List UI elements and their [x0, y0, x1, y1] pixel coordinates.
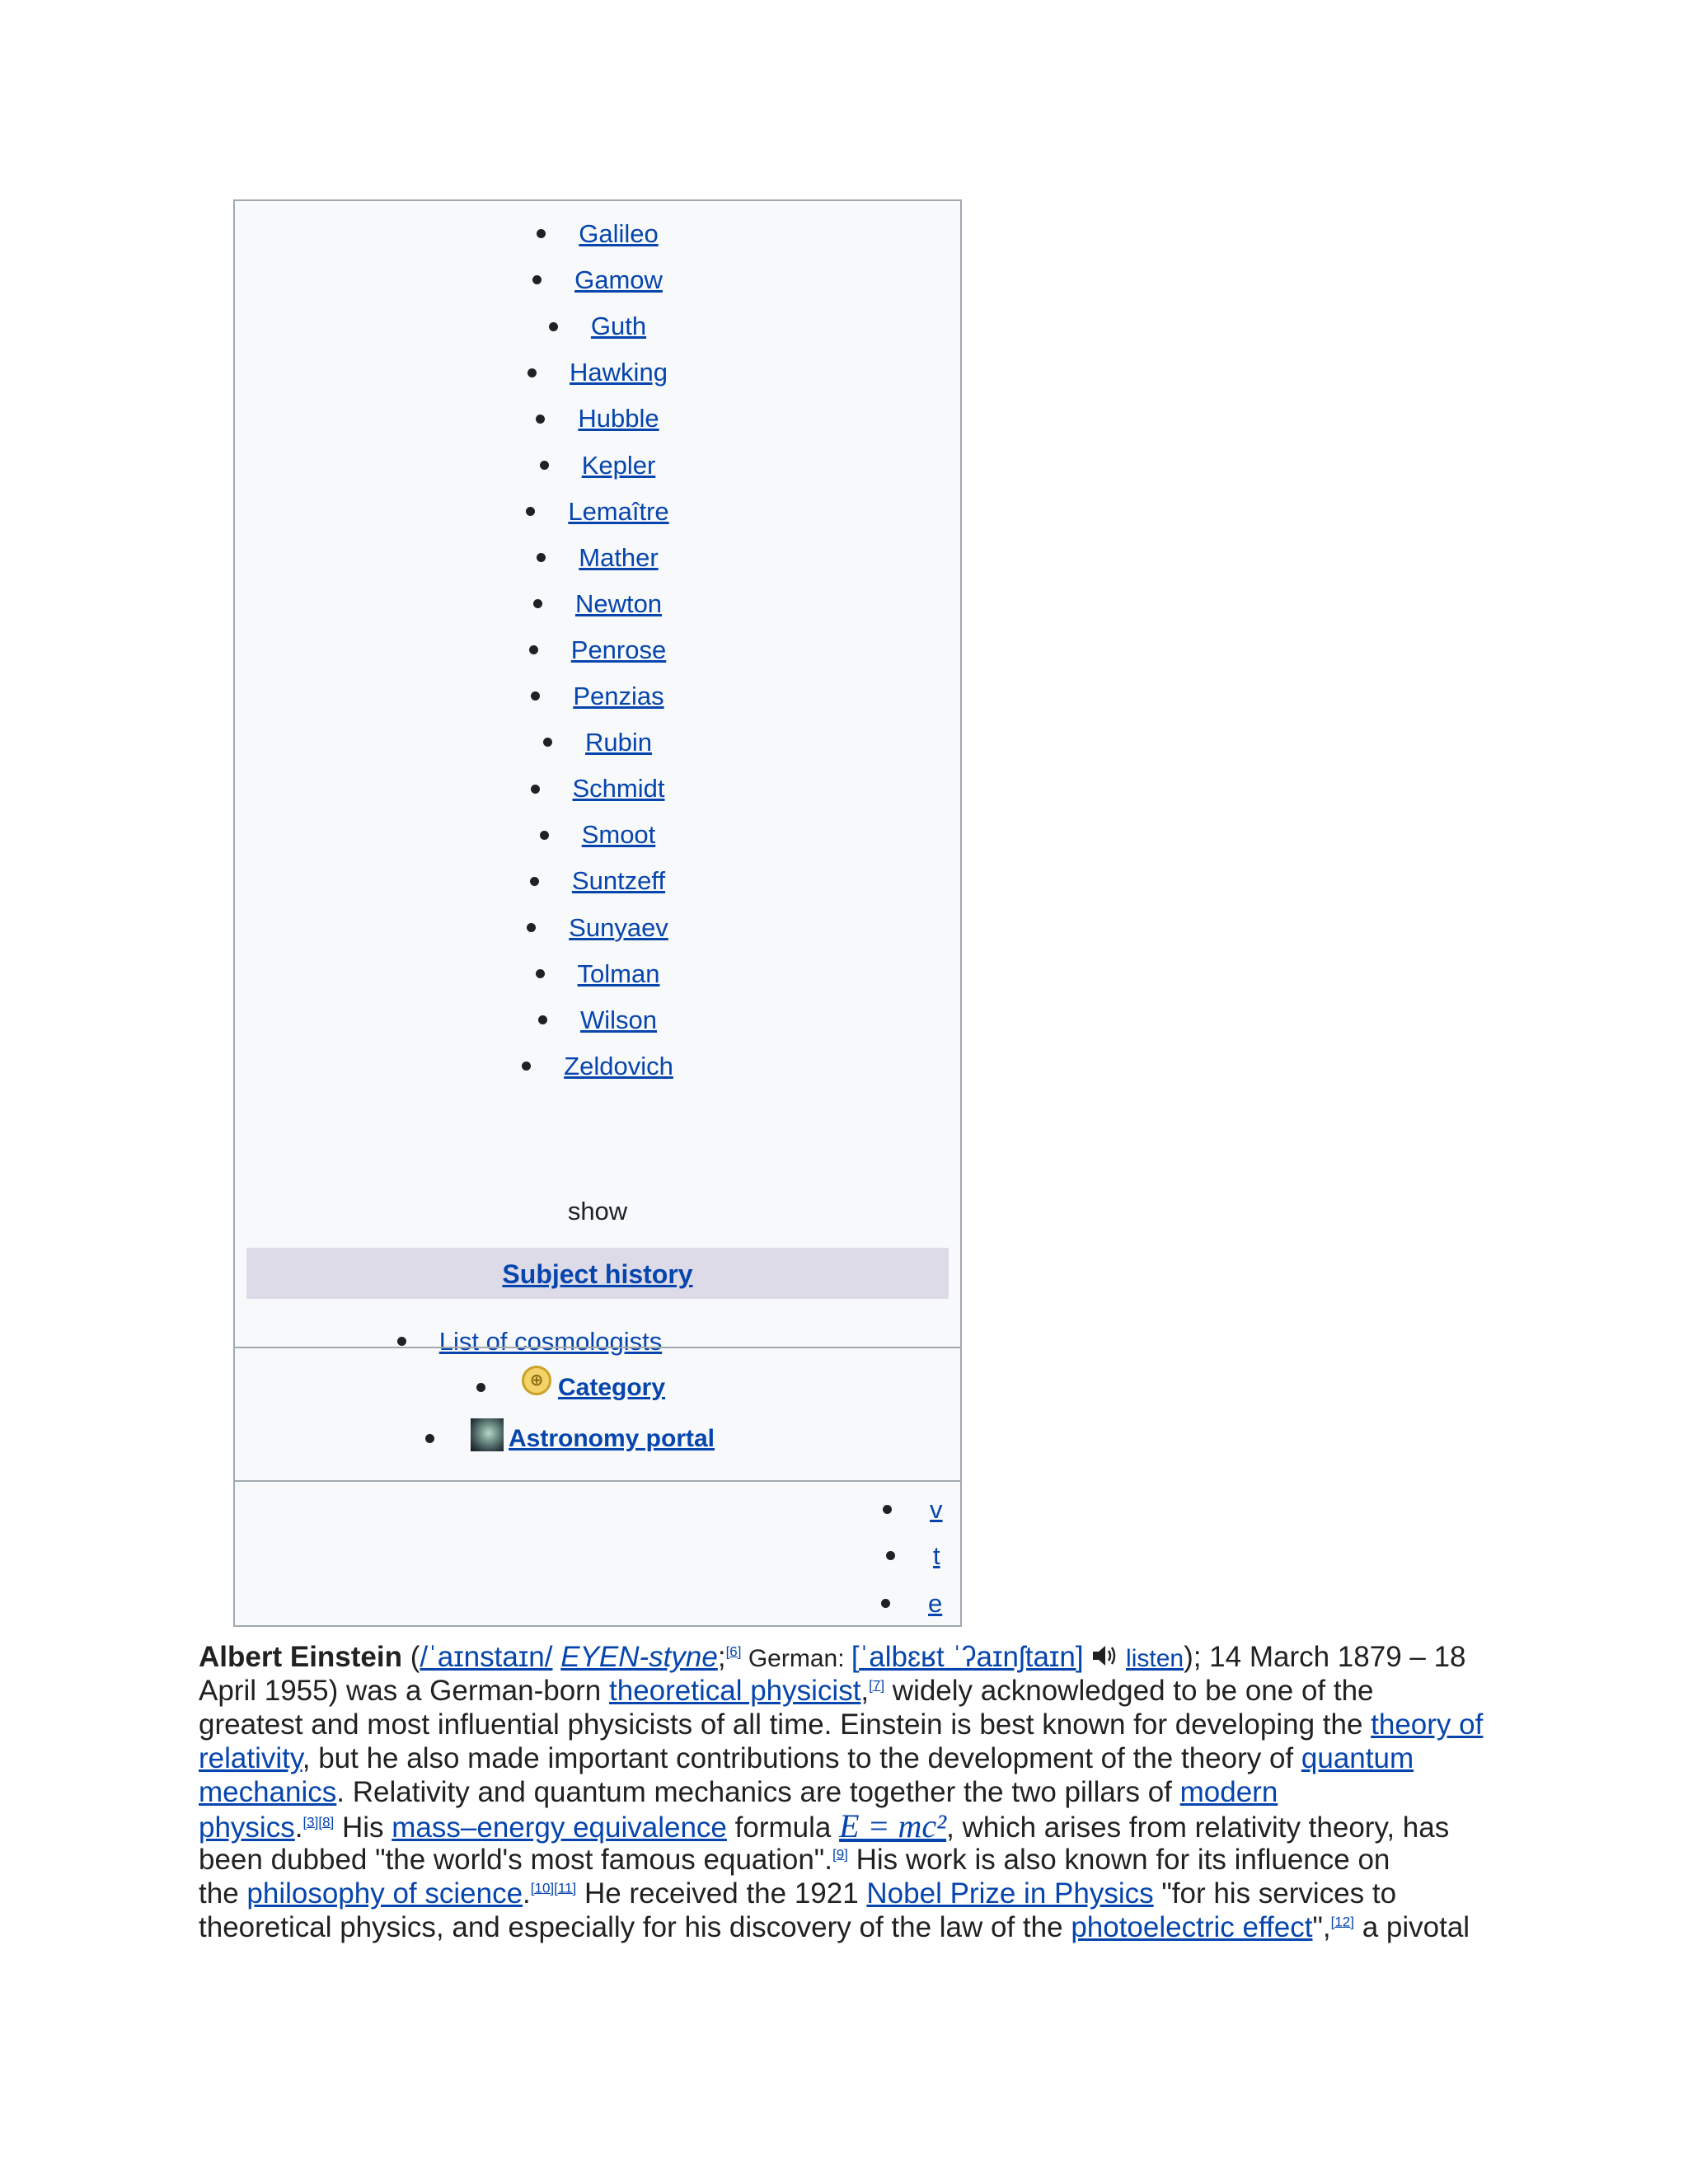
list-item: [235, 634, 960, 667]
article-line: April 1955) was a German-born theoretical physicist,[7] widely acknowledged to be one of the: [199, 1675, 1374, 1707]
text: He received the 1921: [576, 1877, 867, 1910]
vte-view: [883, 1493, 943, 1526]
german-label: German:: [741, 1645, 851, 1672]
bullet: [540, 461, 549, 470]
cosmologist-link[interactable]: Zeldovich: [564, 1051, 673, 1080]
list-item: [235, 310, 960, 343]
article-line: [199, 1741, 1501, 1775]
cosmologist-link[interactable]: Galileo: [579, 219, 659, 248]
theory-of-relativity-link-cont[interactable]: relativity: [199, 1742, 302, 1774]
bullet: [533, 599, 542, 608]
list-item: [235, 264, 960, 297]
bullet: [537, 229, 546, 238]
list-item: [235, 402, 960, 435]
cosmologist-link[interactable]: Rubin: [585, 728, 652, 757]
bullet: [529, 645, 538, 654]
text: "for his services to: [1153, 1877, 1397, 1910]
navbox-divider: [235, 1480, 960, 1482]
cosmologist-link[interactable]: Schmidt: [572, 774, 665, 804]
cosmologist-link[interactable]: Newton: [574, 588, 663, 618]
text: (: [401, 1641, 420, 1673]
category-link[interactable]: Category: [558, 1374, 666, 1401]
list-item: [235, 1004, 960, 1037]
cosmologist-link[interactable]: Mather: [579, 542, 659, 572]
reference-6[interactable]: [6]: [725, 1643, 742, 1660]
show-toggle[interactable]: show: [567, 1197, 628, 1226]
list-item: [235, 1050, 960, 1083]
reference-9[interactable]: [9]: [832, 1846, 848, 1863]
cosmologist-link[interactable]: Penrose: [570, 635, 667, 664]
vte-edit-link[interactable]: e: [928, 1589, 943, 1618]
list-item: [235, 495, 960, 528]
cosmologist-link[interactable]: Kepler: [581, 450, 656, 480]
bullet: [530, 877, 539, 886]
subject-history-header: [246, 1248, 949, 1299]
article-line: [199, 1910, 1501, 1944]
modern-physics-link-cont[interactable]: physics: [199, 1811, 295, 1844]
cosmologist-link[interactable]: Penzias: [573, 682, 664, 710]
list-item: [235, 588, 960, 621]
subject-history-link[interactable]: Subject history: [502, 1259, 693, 1289]
cosmologist-link[interactable]: Wilson: [579, 1005, 657, 1034]
article-line: the philosophy of science.[10][11] He received the 1921 Nobel Prize in Physics "for his services to: [199, 1877, 1397, 1910]
article-line: [199, 1843, 1501, 1877]
speaker-icon[interactable]: [1091, 1643, 1118, 1668]
cosmologist-link[interactable]: Guth: [590, 312, 647, 341]
text: been dubbed "the world's most famous equation".: [199, 1844, 832, 1876]
category-item: [476, 1371, 665, 1404]
bullet: [528, 368, 537, 377]
quantum-mechanics-link[interactable]: quantum: [1301, 1742, 1414, 1774]
list-item: [235, 958, 960, 991]
vte-talk-link[interactable]: t: [933, 1541, 940, 1570]
list-of-cosmologists-link[interactable]: List of cosmologists: [438, 1327, 663, 1356]
list-item: [235, 772, 960, 805]
list-item: [235, 1325, 960, 1358]
text: a pivotal: [1353, 1911, 1470, 1943]
text: His: [334, 1811, 392, 1844]
text: , but he also made important contributions to the development of the theory of: [302, 1742, 1301, 1774]
cosmology-navbox: [233, 199, 962, 1627]
article-line: [199, 1775, 1501, 1809]
list-item: [235, 541, 960, 574]
article-line: physics.[3][8] His mass–energy equivalence formula E = mc², which arises from relativity theory, has: [199, 1807, 1450, 1844]
list-item: [235, 356, 960, 389]
photoelectric-effect-link[interactable]: photoelectric effect: [1071, 1911, 1313, 1943]
article-subject-name: Albert Einstein: [199, 1641, 402, 1673]
text: widely acknowledged to be one of the: [884, 1675, 1374, 1707]
cosmologist-link[interactable]: Hubble: [578, 404, 659, 434]
bullet: [425, 1434, 434, 1443]
bullet: [397, 1337, 406, 1346]
vte-talk: [886, 1540, 940, 1572]
vte-edit: [881, 1587, 942, 1620]
text: formula: [726, 1811, 840, 1844]
bullet: [476, 1383, 485, 1392]
bullet: [883, 1505, 892, 1514]
list-item: [235, 726, 960, 759]
theoretical-physicist-link[interactable]: theoretical physicist: [609, 1675, 861, 1707]
nobel-prize-link[interactable]: Nobel Prize in Physics: [866, 1877, 1154, 1910]
text: ",: [1312, 1911, 1331, 1943]
bullet: [531, 785, 540, 794]
bullet: [537, 553, 546, 562]
text: theoretical physics, and especially for his discovery of the law of the: [199, 1911, 1071, 1943]
list-item: [235, 818, 960, 851]
formula-link[interactable]: E = mc²: [839, 1807, 947, 1844]
article-lead-paragraph: [199, 1640, 1501, 1944]
list-item: [235, 449, 960, 482]
bullet: [549, 322, 558, 331]
philosophy-of-science-link[interactable]: philosophy of science: [246, 1877, 523, 1910]
list-item: [235, 218, 960, 251]
vte-view-link[interactable]: v: [930, 1495, 943, 1524]
listen-link[interactable]: listen: [1126, 1645, 1184, 1672]
bullet: [532, 275, 542, 284]
cosmologist-link[interactable]: Suntzeff: [571, 866, 666, 896]
list-item: [235, 865, 960, 898]
quantum-mechanics-link-cont[interactable]: mechanics: [199, 1776, 337, 1808]
reference-7[interactable]: [7]: [869, 1677, 885, 1694]
text: , which arises from relativity theory, has: [946, 1811, 1450, 1844]
bullet: [531, 691, 540, 701]
article-line: [199, 1708, 1501, 1741]
article-line: Albert Einstein (/ˈaɪnstaɪn/ EYEN-styne;[6] German: [ˈalbɛʁt ˈʔaɪnʃtaɪn] listen); 14 March 1879 – 18: [199, 1641, 1466, 1673]
bullet: [543, 738, 552, 747]
bullet: [886, 1551, 895, 1560]
text: . Relativity and quantum mechanics are together the two pillars of: [336, 1776, 1180, 1808]
cosmologist-link[interactable]: Hawking: [570, 358, 668, 387]
cosmologist-link[interactable]: Gamow: [574, 265, 663, 295]
bullet: [536, 415, 545, 424]
list-item: [235, 680, 960, 713]
mass-energy-equivalence-link[interactable]: mass–energy equivalence: [392, 1811, 727, 1844]
modern-physics-link[interactable]: modern: [1179, 1776, 1278, 1808]
text: April 1955) was a German-born: [199, 1675, 609, 1707]
bullet: [538, 1015, 547, 1024]
reference-10-11[interactable]: [10][11]: [530, 1880, 577, 1896]
respelling-link[interactable]: EYEN-styne: [560, 1641, 718, 1673]
text: greatest and most influential physicists of all time. Einstein is best known for developing the: [199, 1708, 1372, 1741]
navbox-divider: [235, 1347, 960, 1348]
cosmologist-link[interactable]: Tolman: [577, 958, 660, 988]
cosmologist-link[interactable]: Smoot: [581, 820, 656, 850]
text: His work is also known for its influence on: [847, 1844, 1390, 1876]
bullet: [881, 1599, 890, 1608]
reference-3-8[interactable]: [3][8]: [302, 1814, 335, 1830]
list-item: [235, 912, 960, 944]
theory-of-relativity-link[interactable]: theory of: [1371, 1708, 1484, 1741]
bullet: [536, 969, 545, 978]
bullet: [540, 831, 549, 840]
bullet: [526, 507, 535, 516]
ipa-german-link[interactable]: [ˈalbɛʁt ˈʔaɪnʃtaɪn]: [851, 1641, 1084, 1673]
text: the: [199, 1877, 247, 1910]
category-icon: ⊕: [522, 1366, 551, 1395]
reference-12[interactable]: [12]: [1330, 1914, 1354, 1930]
portal-item: [425, 1422, 715, 1456]
astronomy-portal-icon: [471, 1418, 504, 1451]
astronomy-portal-link[interactable]: Astronomy portal: [509, 1425, 715, 1452]
cosmologist-link[interactable]: Lemaître: [568, 496, 669, 526]
cosmologist-link[interactable]: Sunyaev: [569, 912, 668, 942]
text: ); 14 March 1879 – 18: [1184, 1641, 1466, 1673]
ipa-english-link[interactable]: /ˈaɪnstaɪn/: [420, 1641, 553, 1673]
bullet: [527, 923, 536, 932]
bullet: [522, 1062, 531, 1071]
